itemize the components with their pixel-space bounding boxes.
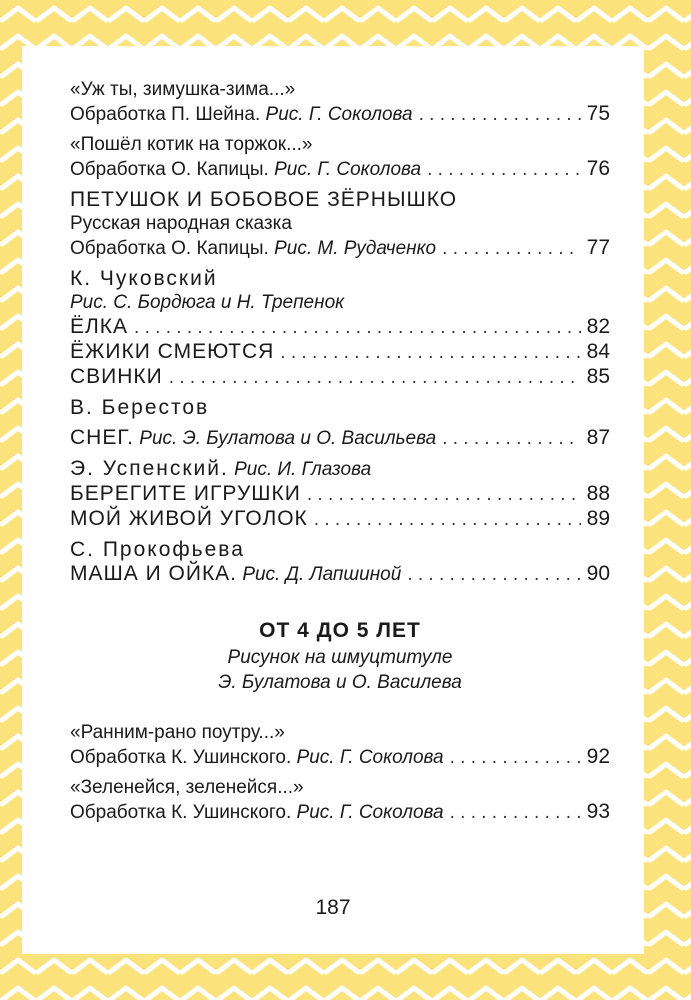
page-number: 187 — [315, 896, 351, 919]
item-title: МАША И ОЙКА. — [70, 562, 238, 585]
leader-dots — [450, 746, 581, 770]
toc-row[interactable] — [70, 365, 610, 390]
leader-dots — [314, 508, 581, 532]
entry-page-number: 76 — [586, 157, 610, 180]
entry-adapter: Обработка К. Ушинского. — [70, 747, 292, 768]
entry-page-number: 84 — [586, 340, 610, 363]
leader-dots — [427, 158, 581, 182]
toc-row[interactable] — [70, 482, 610, 507]
entry-title: «Ранним-рано поутру...» — [70, 722, 285, 743]
entry-page-number: 85 — [586, 365, 610, 388]
entry-illustrator: Рис. Э. Булатова и О. Васильева — [139, 428, 437, 449]
entry-credit-row[interactable] — [70, 236, 610, 261]
table-of-contents — [70, 78, 610, 825]
entry-title: «Зеленейся, зеленейся...» — [70, 777, 304, 798]
entry-page-number: 90 — [586, 562, 610, 585]
author-name: С. Прокофьева — [70, 538, 245, 561]
item-title: ЁЖИКИ СМЕЮТСЯ — [70, 340, 275, 363]
entry-page-number: 89 — [586, 507, 610, 530]
author-block-chukovsky — [70, 267, 610, 390]
author-line — [70, 457, 610, 482]
section-title: ОТ 4 ДО 5 ЛЕТ — [259, 619, 421, 642]
leader-dots — [407, 563, 580, 587]
entry-page-number: 88 — [586, 482, 610, 505]
leader-dots — [419, 103, 581, 127]
toc-entry — [70, 776, 610, 825]
entry-page-number: 92 — [586, 745, 610, 768]
section-heading — [70, 617, 610, 695]
author-block-uspensky — [70, 457, 610, 532]
entry-page-number: 75 — [586, 102, 610, 125]
item-title: БЕРЕГИТЕ ИГРУШКИ — [70, 482, 301, 505]
item-title: ЁЛКА — [70, 315, 129, 338]
entry-adapter: Обработка О. Капицы. — [70, 159, 269, 180]
author-name: К. Чуковский — [70, 267, 218, 290]
leader-dots — [169, 366, 581, 390]
entry-title: «Пошёл котик на торжок...» — [70, 134, 313, 155]
entry-page-number: 87 — [586, 426, 610, 449]
entry-page-number: 93 — [586, 800, 610, 823]
author-name: Э. Успенский. — [70, 457, 229, 480]
toc-row[interactable] — [70, 562, 610, 587]
author-block-prokofieva — [70, 538, 610, 587]
toc-row[interactable] — [70, 426, 610, 451]
author-block-berestov — [70, 396, 610, 451]
section-subtitle: Рисунок на шмуцтитуле — [227, 647, 453, 668]
item-title: СВИНКИ — [70, 365, 163, 388]
entry-illustrator: Рис. Г. Соколова — [274, 159, 422, 180]
entry-credit-row[interactable] — [70, 745, 610, 770]
entry-illustrator: Рис. Г. Соколова — [296, 747, 444, 768]
entry-credit-row[interactable] — [70, 102, 610, 127]
toc-row[interactable] — [70, 315, 610, 340]
entry-credit-row[interactable] — [70, 800, 610, 825]
entry-page-number: 77 — [586, 236, 610, 259]
tale-subtitle: Русская народная сказка — [70, 213, 292, 234]
leader-dots — [442, 427, 580, 451]
entry-adapter: Обработка П. Шейна. — [70, 104, 261, 125]
toc-row[interactable] — [70, 340, 610, 365]
leader-dots — [307, 483, 581, 507]
toc-entry — [70, 78, 610, 127]
toc-page — [22, 46, 644, 954]
author-illustrators: Рис. С. Бордюга и Н. Трепенок — [70, 292, 345, 313]
section-subtitle-credit: Э. Булатова и О. Василева — [218, 672, 462, 693]
leader-dots — [280, 341, 580, 365]
entry-illustrator: Рис. И. Глазова — [234, 459, 372, 480]
entry-title: «Уж ты, зимушка-зима...» — [70, 79, 296, 100]
item-title: МОЙ ЖИВОЙ УГОЛОК — [70, 507, 308, 530]
entry-illustrator: Рис. Г. Соколова — [296, 802, 444, 823]
item-title: СНЕГ. — [70, 426, 134, 449]
leader-dots — [442, 237, 581, 261]
entry-illustrator: Рис. Д. Лапшиной — [242, 564, 402, 585]
toc-entry — [70, 133, 610, 182]
entry-adapter: Обработка К. Ушинского. — [70, 802, 292, 823]
leader-dots — [134, 316, 581, 340]
entry-adapter: Обработка О. Капицы. — [70, 238, 269, 259]
leader-dots — [450, 801, 581, 825]
entry-illustrator: Рис. Г. Соколова — [265, 104, 413, 125]
toc-entry — [70, 721, 610, 770]
toc-entry-tale — [70, 188, 610, 261]
author-name: В. Берестов — [70, 396, 210, 419]
toc-row[interactable] — [70, 507, 610, 532]
entry-page-number: 82 — [586, 315, 610, 338]
entry-credit-row[interactable] — [70, 157, 610, 182]
tale-title: ПЕТУШОК И БОБОВОЕ ЗЁРНЫШКО — [70, 188, 458, 211]
entry-illustrator: Рис. М. Рудаченко — [274, 238, 437, 259]
